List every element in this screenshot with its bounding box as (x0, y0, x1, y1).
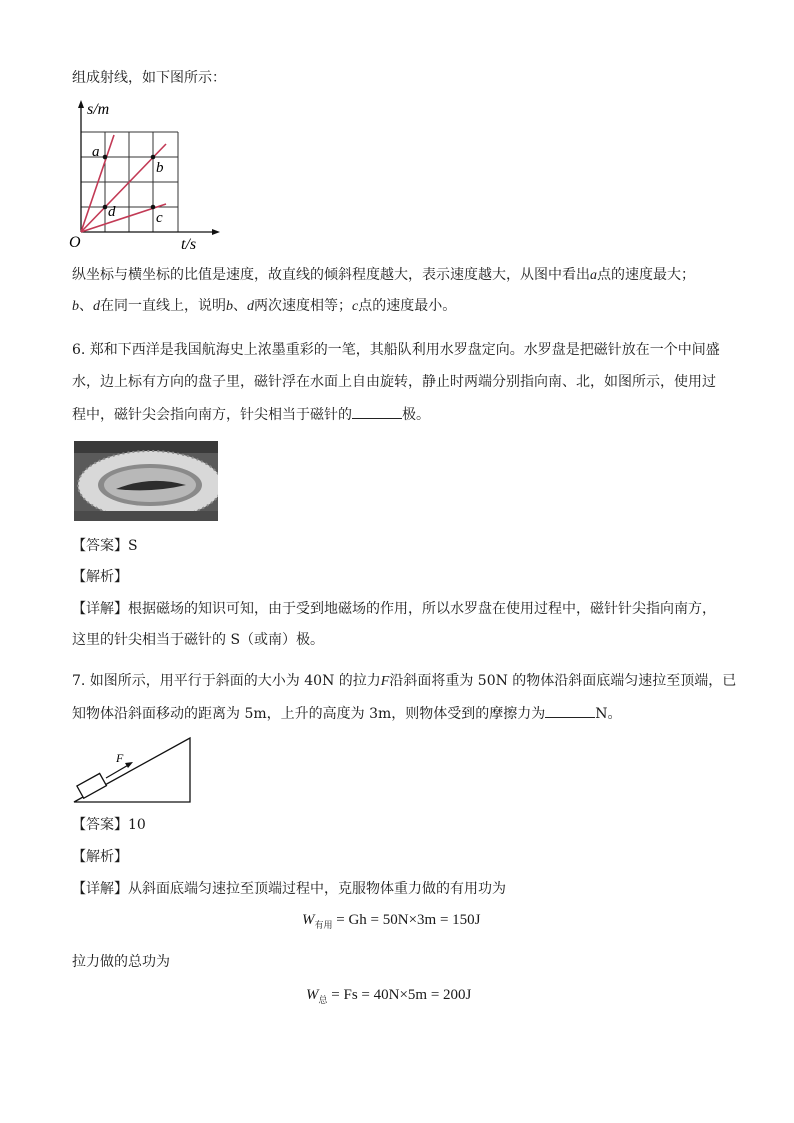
q6-line-2: 水，边上标有方向的盘子里，磁针浮在水面上自由旋转，静止时两端分别指向南、北，如图所示，使用过 (72, 374, 716, 390)
explanation-line-2: b、d在同一直线上，说明b、d两次速度相等；c点的速度最小。 (72, 298, 457, 314)
point-label-c: c (156, 210, 163, 226)
formula-total-work: $W_总 = Fs = 40N\times 5m = 200J$ (306, 987, 472, 1005)
y-axis-arrow (78, 100, 84, 108)
x-axis-label: t/s (181, 236, 197, 253)
point-label-b: b (156, 160, 164, 176)
y-axis-label: s/m (87, 101, 110, 118)
q7-text-total-work: 拉力做的总功为 (72, 954, 170, 970)
formula-useful-work: $W_{有用} = Gh = 50N\times 3m = 150J$ (302, 912, 481, 930)
intro-text: 组成射线，如下图所示： (72, 70, 226, 86)
st-graph (66, 96, 236, 256)
q6-analysis-tag: 【解析】 (72, 569, 128, 585)
q6-detail-line-1: 【详解】根据磁场的知识可知，由于受到地磁场的作用，所以水罗盘在使用过程中，磁针针尖指向南方， (72, 601, 716, 617)
x-axis-arrow (212, 229, 220, 235)
q6-line-3: 程中，磁针尖会指向南方，针尖相当于磁针的 极。 (72, 404, 430, 425)
q6-answer: 【答案】S (72, 538, 138, 554)
q6-line-1: 6. 郑和下西洋是我国航海史上浓墨重彩的一笔，其船队利用水罗盘定向。水罗盘是把磁针放在一个中间盛 (72, 342, 720, 358)
explanation-line-1: 纵坐标与横坐标的比值是速度，故直线的倾斜程度越大，表示速度越大，从图中看出a点的速度最大； (72, 267, 695, 283)
force-label: F (116, 751, 124, 765)
q7-analysis-tag: 【解析】 (72, 849, 128, 865)
origin-label: O (69, 234, 81, 251)
force-arrow (106, 764, 130, 778)
q6-answer-blank (352, 404, 402, 419)
point-label-d: d (108, 204, 116, 220)
block (77, 773, 107, 798)
point-label-a: a (92, 144, 100, 160)
q7-line-1: 7. 如图所示，用平行于斜面的大小为 40N 的拉力F沿斜面将重为 50N 的物体沿斜面底端匀速拉至顶端，已 (72, 673, 737, 689)
q7-answer-blank (545, 703, 595, 718)
q7-line-2: 知物体沿斜面移动的距离为 5m，上升的高度为 3m，则物体受到的摩擦力为 N。 (72, 703, 622, 724)
q6-detail-line-2: 这里的针尖相当于磁针的 S（或南）极。 (72, 632, 325, 648)
q7-detail-line-1: 【详解】从斜面底端匀速拉至顶端过程中，克服物体重力做的有用功为 (72, 881, 506, 897)
water-compass-photo (74, 441, 218, 521)
q7-answer: 【答案】10 (72, 817, 146, 833)
incline-diagram (70, 732, 200, 806)
graph-axes (81, 104, 216, 232)
